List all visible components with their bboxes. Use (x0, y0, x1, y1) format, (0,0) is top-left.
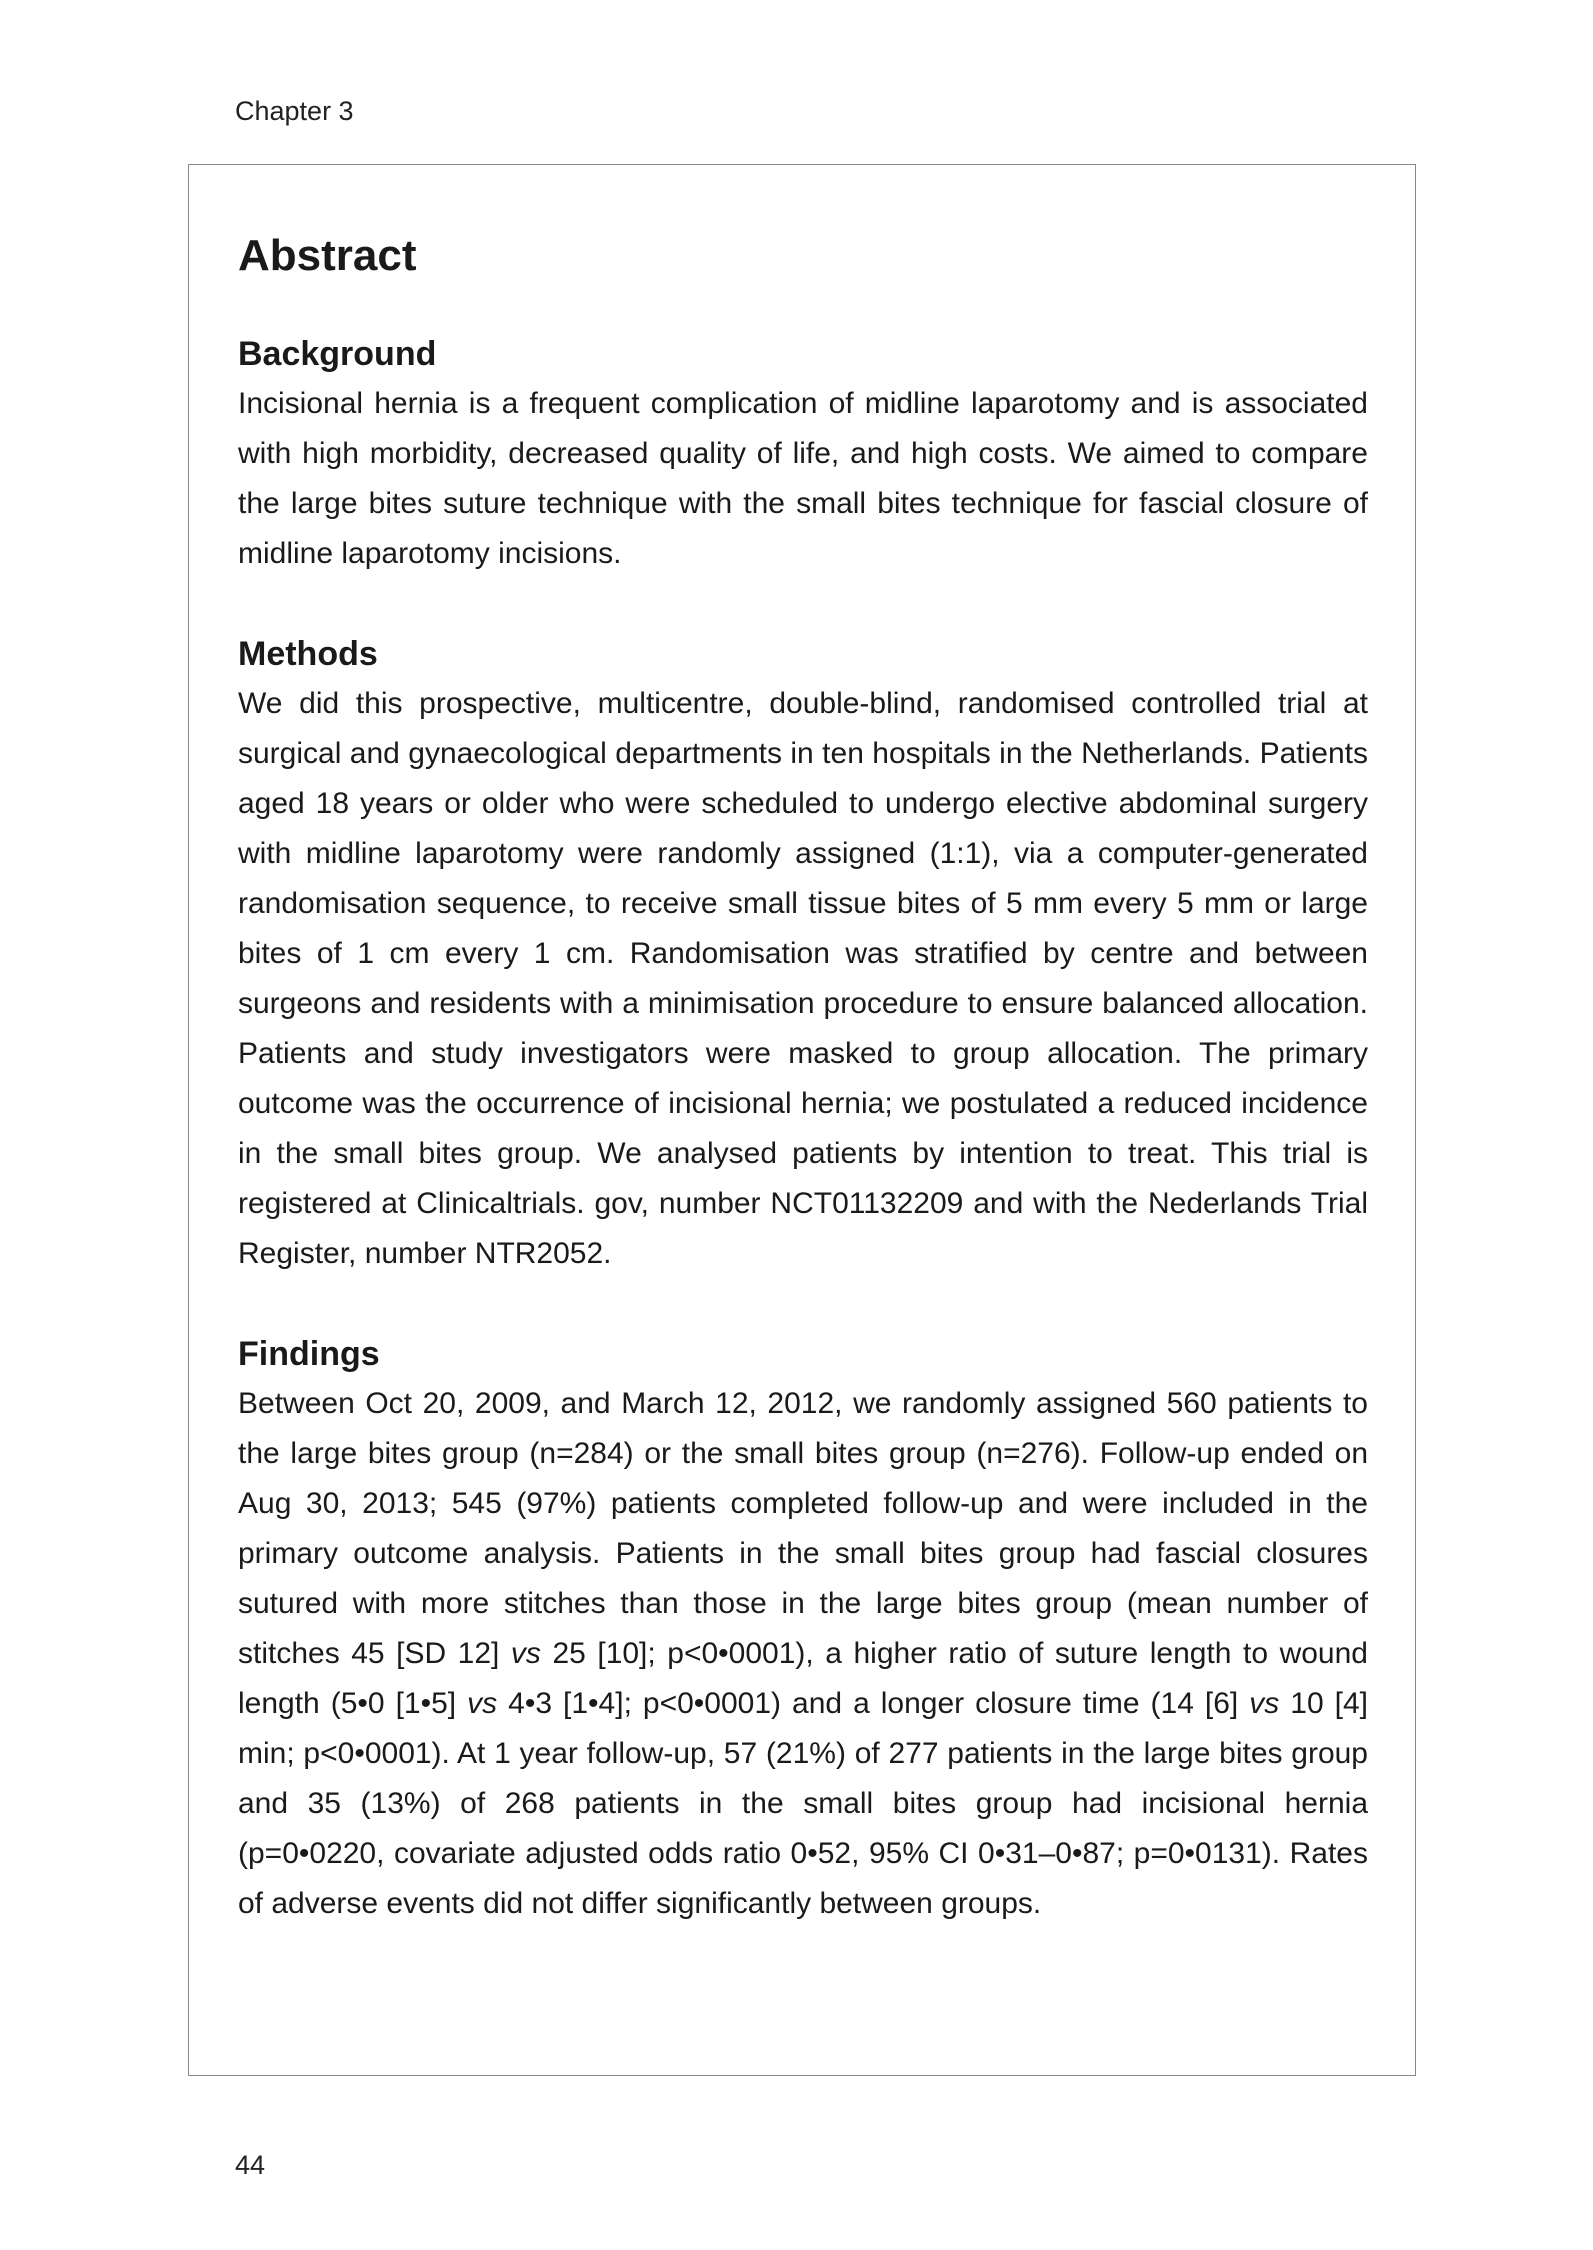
findings-text-segment: Between Oct 20, 2009, and March 12, 2012, we randomly assigned 560 patients to the large bites group (n=284) or the small bites group (n=276). Follow-up ended on Aug 30, 2013; 545 (97%) patients completed follow-up and were included in the primary outcome analysis. Patients in the small bites group had fascial closures sutured with more stitches than those in the large bites group (mean number of stitches 45 [SD 12] (238, 1387, 1368, 1670)
section-body-background: Incisional hernia is a frequent complication of midline laparotomy and is associated with high morbidity, decreased quality of life, and high costs. We aimed to compare the large bites suture technique with the small bites technique for fascial closure of midline laparotomy incisions. (238, 387, 1368, 570)
page-number: 44 (235, 2150, 266, 2180)
findings-text-segment: 10 [4] min; p<0•0001). At 1 year follow-up, 57 (21%) of 277 patients in the large bites group and 35 (13%) of 268 patients in the small bites group had incisional hernia (p=0•0220, covariate adjusted odds ratio 0•52, 95% CI 0•31–0•87; p=0•0131). Rates of adverse events did not differ significantly between groups. (238, 1687, 1368, 1920)
section-heading-methods: Methods (238, 635, 378, 673)
findings-vs-italic: vs (467, 1687, 498, 1720)
section-heading-findings: Findings (238, 1335, 380, 1373)
abstract-box (188, 164, 1416, 2076)
running-head: Chapter 3 (235, 96, 354, 126)
section-heading-background: Background (238, 335, 437, 373)
findings-text-segment: 4•3 [1•4]; p<0•0001) and a longer closure time (14 [6] (497, 1687, 1250, 1720)
findings-vs-italic: vs (1249, 1687, 1280, 1720)
findings-text-segment: 25 [10]; p<0•0001), a higher ratio of suture length to wound length (5•0 [1•5] (238, 1637, 1368, 1720)
section-body-methods: We did this prospective, multicentre, double-blind, randomised controlled trial at surgical and gynaecological departments in ten hospitals in the Netherlands. Patients aged 18 years or older who were scheduled to undergo elective abdominal surgery with midline laparotomy were randomly assigned (1:1), via a computer-generated randomisation sequence, to receive small tissue bites of 5 mm every 5 mm or large bites of 1 cm every 1 cm. Randomisation was stratified by centre and between surgeons and residents with a minimisation procedure to ensure balanced allocation. Patients and study investigators were masked to group allocation. The primary outcome was the occurrence of incisional hernia; we postulated a reduced incidence in the small bites group. We analysed patients by intention to treat. This trial is registered at Clinicaltrials. gov, number NCT01132209 and with the Nederlands Trial Register, number NTR2052. (238, 687, 1368, 1270)
abstract-content (238, 228, 1368, 1929)
findings-vs-italic: vs (510, 1637, 541, 1670)
section-body-findings (238, 1379, 1368, 1929)
abstract-title: Abstract (238, 231, 417, 280)
section-background (238, 329, 1368, 579)
section-findings (238, 1329, 1368, 1929)
section-methods (238, 629, 1368, 1279)
